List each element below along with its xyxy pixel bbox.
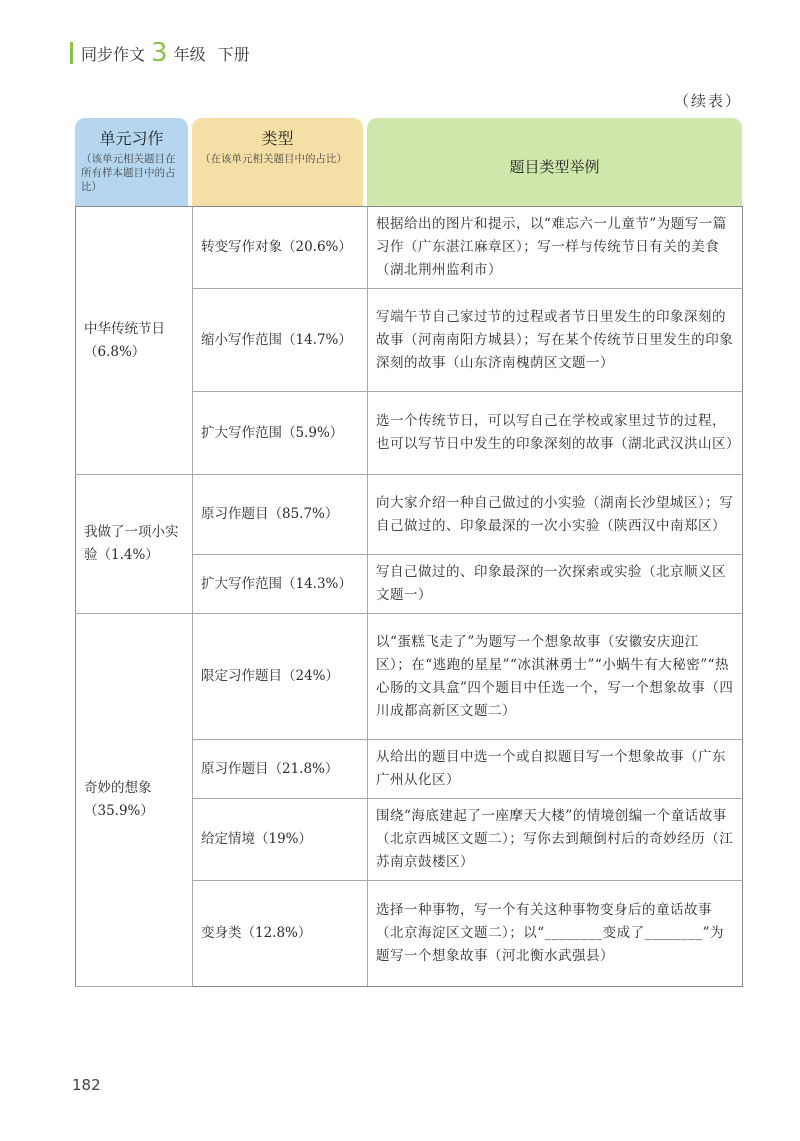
type-cell: 变身类（12.8%） [193, 881, 368, 987]
type-cell: 扩大写作范围（14.3%） [193, 555, 368, 614]
column-header-type-note: （在该单元相关题目中的占比） [200, 153, 347, 165]
example-cell: 选一个传统节日，可以写自己在学校或家里过节的过程，也可以写节日中发生的印象深刻的故事（湖北武汉洪山区） [368, 392, 743, 475]
type-cell: 原习作题目（21.8%） [193, 740, 368, 799]
page-number: 182 [72, 1076, 101, 1094]
column-header-unit-title: 单元习作 [99, 129, 164, 148]
header-grade-number: 3 [151, 38, 168, 68]
table-row [76, 475, 743, 555]
header-accent-bar [70, 42, 73, 64]
column-header-unit [75, 118, 188, 206]
type-cell: 转变写作对象（20.6%） [193, 207, 368, 289]
column-header-examples [367, 118, 742, 206]
example-cell: 围绕“海底建起了一座摩天大楼”的情境创编一个童话故事（北京西城区文题二）；写你去到颠倒村后的奇妙经历（江苏南京鼓楼区） [368, 799, 743, 881]
example-cell: 向大家介绍一种自己做过的小实验（湖南长沙望城区）；写自己做过的、印象最深的一次小实验（陕西汉中南郑区） [368, 475, 743, 555]
unit-cell: 我做了一项小实验（1.4%） [76, 475, 193, 614]
type-cell: 扩大写作范围（5.9%） [193, 392, 368, 475]
table-row [76, 207, 743, 289]
example-cell: 以“蛋糕飞走了”为题写一个想象故事（安徽安庆迎江区）；在“逃跑的星星”“冰淇淋勇士”“小蜗牛有大秘密”“热心肠的文具盒”四个题目中任选一个，写一个想象故事（四川成都高新区文题二） [368, 614, 743, 740]
column-header-unit-note: （该单元相关题目在所有样本题目中的占比） [81, 153, 176, 193]
example-cell: 写自己做过的、印象最深的一次探索或实验（北京顺义区文题一） [368, 555, 743, 614]
writing-topics-table [75, 206, 742, 987]
example-cell: 选择一种事物，写一个有关这种事物变身后的童话故事（北京海淀区文题二）；以“________变成了________”为题写一个想象故事（河北衡水武强县） [368, 881, 743, 987]
example-cell: 根据给出的图片和提示，以“难忘六一儿童节”为题写一篇习作（广东湛江麻章区）；写一样与传统节日有关的美食（湖北荆州监利市） [368, 207, 743, 289]
running-header [70, 38, 250, 68]
header-grade-suffix: 年级 [173, 44, 206, 64]
header-volume: 下册 [217, 44, 250, 64]
column-header-examples-title: 题目类型举例 [509, 157, 600, 176]
continued-label: （续表） [673, 92, 742, 110]
type-cell: 原习作题目（85.7%） [193, 475, 368, 555]
table-row [76, 614, 743, 740]
type-cell: 缩小写作范围（14.7%） [193, 289, 368, 392]
column-header-type [192, 118, 363, 206]
unit-cell: 奇妙的想象（35.9%） [76, 614, 193, 987]
example-cell: 从给出的题目中选一个或自拟题目写一个想象故事（广东广州从化区） [368, 740, 743, 799]
unit-cell: 中华传统节日（6.8%） [76, 207, 193, 475]
header-series: 同步作文 [81, 44, 146, 64]
column-header-type-title: 类型 [261, 129, 294, 148]
example-cell: 写端午节自己家过节的过程或者节日里发生的印象深刻的故事（河南南阳方城县）；写在某个传统节日里发生的印象深刻的故事（山东济南槐荫区文题一） [368, 289, 743, 392]
type-cell: 给定情境（19%） [193, 799, 368, 881]
type-cell: 限定习作题目（24%） [193, 614, 368, 740]
